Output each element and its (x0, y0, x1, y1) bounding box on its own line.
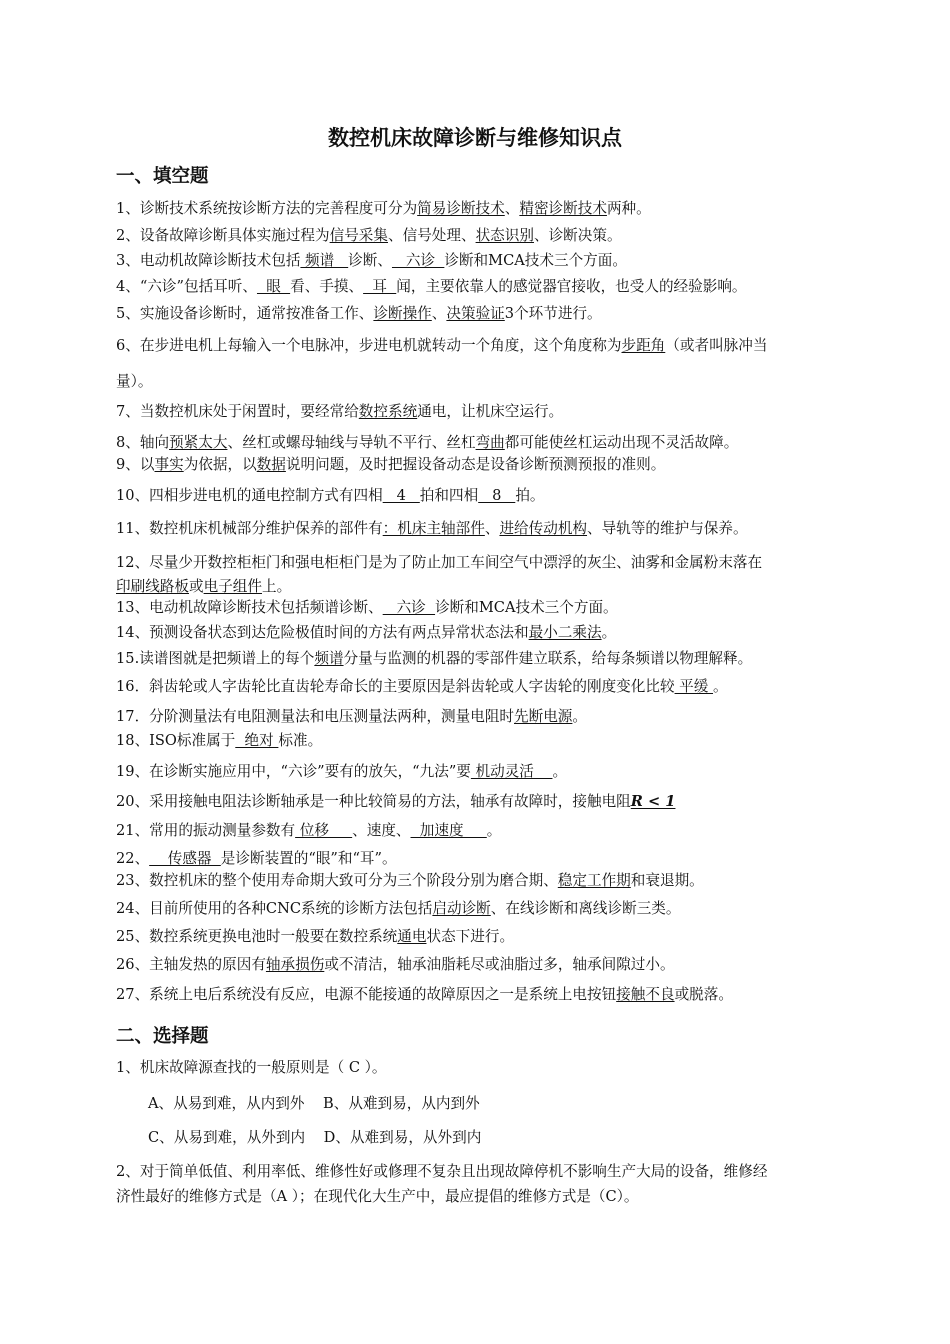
question-7: 7、当数控机床处于闲置时，要经常给数控系统通电，让机床空运行。 (116, 403, 564, 420)
choice-question-2: 2、对于简单低值、利用率低、维修性好或修理不复杂且出现故障停机不影响生产大局的设备，维修经 (116, 1163, 768, 1180)
question-10: 10、四相步进电机的通电控制方式有四相 4 拍和四相 8 拍。 (116, 487, 545, 504)
choice-question-1-options-ab: A、从易到难，从内到外 B、从难到易，从内到外 (148, 1095, 480, 1112)
question-23: 23、数控机床的整个使用寿命期大致可分为三个阶段分别为磨合期、稳定工作期和衰退期。 (116, 872, 704, 889)
question-8: 8、轴向预紧太大、丝杠或螺母轴线与导轨不平行、丝杠弯曲都可能使丝杠运动出现不灵活故障。 (116, 434, 739, 451)
question-1: 1、诊断技术系统按诊断方法的完善程度可分为简易诊断技术、精密诊断技术两种。 (116, 200, 651, 217)
question-2: 2、设备故障诊断具体实施过程为信号采集、信号处理、状态识别、诊断决策。 (116, 227, 622, 244)
question-25: 25、数控系统更换电池时一般要在数控系统通电状态下进行。 (116, 928, 515, 945)
question-20: 20、采用接触电阻法诊断轴承是一种比较简易的方法，轴承有故障时，接触电阻R < 1 (116, 793, 676, 810)
question-21: 21、常用的振动测量参数有 位移 、速度、 加速度 。 (116, 822, 502, 839)
question-12: 12、尽量少开数控柜柜门和强电柜柜门是为了防止加工车间空气中漂浮的灰尘、油雾和金属粉末落在 (116, 554, 763, 571)
question-16: 16．斜齿轮或人字齿轮比直齿轮寿命长的主要原因是斜齿轮或人字齿轮的刚度变化比较 平缓 。 (116, 678, 728, 695)
question-14: 14、预测设备状态到达危险极值时间的方法有两点异常状态法和最小二乘法。 (116, 624, 617, 641)
question-11: 11、数控机床机械部分维护保养的部件有：机床主轴部件、进给传动机构、导轨等的维护与保养。 (116, 520, 748, 537)
question-6-cont: 量）。 (116, 373, 153, 390)
question-26: 26、主轴发热的原因有轴承损伤或不清洁，轴承油脂耗尽或油脂过多，轴承间隙过小。 (116, 956, 675, 973)
question-9: 9、以事实为依据，以数据说明问题，及时把握设备动态是设备诊断预测预报的准则。 (116, 456, 666, 473)
question-15: 15.读谱图就是把频谱上的每个频谱分量与监测的机器的零部件建立联系，给每条频谱以物理解释。 (116, 650, 753, 667)
question-22: 22、 传感器 是诊断装置的“眼”和“耳”。 (116, 850, 397, 867)
question-12-cont: 印刷线路板或电子组件上。 (116, 578, 292, 595)
choice-question-2-cont: 济性最好的维修方式是（A ）；在现代化大生产中，最应提倡的维修方式是（C）。 (116, 1188, 639, 1205)
section-multiple-choice: 二、选择题 (116, 1026, 209, 1047)
question-24: 24、目前所使用的各种CNC系统的诊断方法包括启动诊断、在线诊断和离线诊断三类。 (116, 900, 681, 917)
question-4: 4、“六诊”包括耳听、 眼 看、手摸、 耳 闻，主要依靠人的感觉器官接收，也受人的经验影响。 (116, 278, 747, 295)
document-title: 数控机床故障诊断与维修知识点 (328, 126, 622, 150)
question-6: 6、在步进电机上每输入一个电脉冲，步进电机就转动一个角度，这个角度称为步距角（或者叫脉冲当 (116, 337, 768, 354)
question-3: 3、电动机故障诊断技术包括 频谱 诊断、 六诊 诊断和MCA技术三个方面。 (116, 252, 627, 269)
question-17: 17．分阶测量法有电阻测量法和电压测量法两种，测量电阻时先断电源。 (116, 708, 588, 725)
choice-question-1-options-cd: C、从易到难，从外到内 D、从难到易，从外到内 (148, 1129, 482, 1146)
question-19: 19、在诊断实施应用中，“六诊”要有的放矢，“九法”要 机动灵活 。 (116, 763, 568, 780)
question-5: 5、实施设备诊断时，通常按准备工作、诊断操作、决策验证3个环节进行。 (116, 305, 602, 322)
choice-question-1: 1、机床故障源查找的一般原则是（ C ）。 (116, 1059, 387, 1076)
question-13: 13、电动机故障诊断技术包括频谱诊断、 六诊 诊断和MCA技术三个方面。 (116, 599, 618, 616)
question-18: 18、ISO标准属于 绝对 标准。 (116, 732, 323, 749)
question-27: 27、系统上电后系统没有反应，电源不能接通的故障原因之一是系统上电按钮接触不良或脱落。 (116, 986, 733, 1003)
section-fill-blank: 一、填空题 (116, 166, 209, 187)
